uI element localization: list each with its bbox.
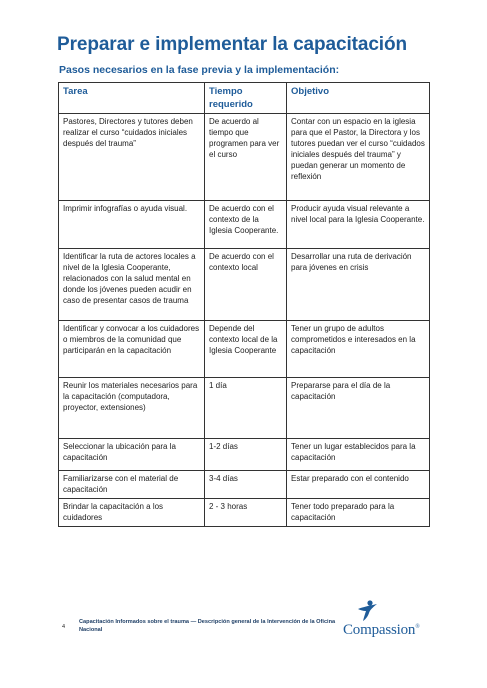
page-title: Preparar e implementar la capacitación xyxy=(57,34,407,55)
cell-objetivo: Estar preparado con el contenido xyxy=(287,471,430,499)
table-row xyxy=(59,114,430,201)
cell-objetivo: Producir ayuda visual relevante a nivel local para la Iglesia Cooperante. xyxy=(287,201,430,249)
cell-tiempo: 1 día xyxy=(205,378,287,439)
cell-tarea: Seleccionar la ubicación para la capacitación xyxy=(59,439,205,471)
table-row xyxy=(59,471,430,499)
cell-tarea: Familiarizarse con el material de capacitación xyxy=(59,471,205,499)
header-tarea: Tarea xyxy=(59,83,205,114)
cell-tiempo: 3-4 días xyxy=(205,471,287,499)
table-row xyxy=(59,249,430,321)
cell-objetivo: Tener un lugar establecidos para la capacitación xyxy=(287,439,430,471)
cell-tarea: Reunir los materiales necesarios para la capacitación (computadora, proyector, extensiones) xyxy=(59,378,205,439)
cell-objetivo: Prepararse para el día de la capacitación xyxy=(287,378,430,439)
cell-objetivo: Tener un grupo de adultos comprometidos e interesados en la capacitación xyxy=(287,321,430,378)
table-row xyxy=(59,321,430,378)
table-row xyxy=(59,439,430,471)
table-row xyxy=(59,499,430,527)
cell-tiempo: 1-2 días xyxy=(205,439,287,471)
table-row xyxy=(59,201,430,249)
cell-tarea: Imprimir infografías o ayuda visual. xyxy=(59,201,205,249)
cell-tiempo: De acuerdo al tiempo que programen para ver el curso xyxy=(205,114,287,201)
header-tiempo: Tiempo requerido xyxy=(205,83,287,114)
cell-tiempo: Depende del contexto local de la Iglesia Cooperante xyxy=(205,321,287,378)
cell-tarea: Identificar y convocar a los cuidadores o miembros de la comunidad que participarán en la capacitación xyxy=(59,321,205,378)
table-row xyxy=(59,378,430,439)
cell-objetivo: Contar con un espacio en la iglesia para que el Pastor, la Directora y los tutores puedan ver el curso “cuidados iniciales después del trauma” y puedan generar un momento de reflexión xyxy=(287,114,430,201)
footer-text: Capacitación Informados sobre el trauma — Descripción general de la Intervención de la Oficina Nacional xyxy=(79,619,336,633)
header-objetivo: Objetivo xyxy=(287,83,430,114)
table-header-row xyxy=(59,83,430,114)
cell-tiempo: 2 - 3 horas xyxy=(205,499,287,527)
logo-wordmark: Compassion® xyxy=(343,622,420,638)
cell-tiempo: De acuerdo con el contexto local xyxy=(205,249,287,321)
cell-tarea: Brindar la capacitación a los cuidadores xyxy=(59,499,205,527)
page-subtitle: Pasos necesarios en la fase previa y la implementación: xyxy=(59,64,340,76)
page-number: 4 xyxy=(62,624,66,630)
cell-tarea: Identificar la ruta de actores locales a nivel de la Iglesia Cooperante, relacionados con la salud mental en donde los jóvenes pueden acudir en caso de presentar casos de trauma xyxy=(59,249,205,321)
cell-objetivo: Desarrollar una ruta de derivación para jóvenes en crisis xyxy=(287,249,430,321)
cell-tarea: Pastores, Directores y tutores deben realizar el curso “cuidados iniciales después del trauma” xyxy=(59,114,205,201)
cell-objetivo: Tener todo preparado para la capacitación xyxy=(287,499,430,527)
compassion-logo xyxy=(343,600,427,644)
figure-icon xyxy=(355,600,379,622)
steps-table xyxy=(58,82,430,527)
cell-tiempo: De acuerdo con el contexto de la Iglesia Cooperante. xyxy=(205,201,287,249)
